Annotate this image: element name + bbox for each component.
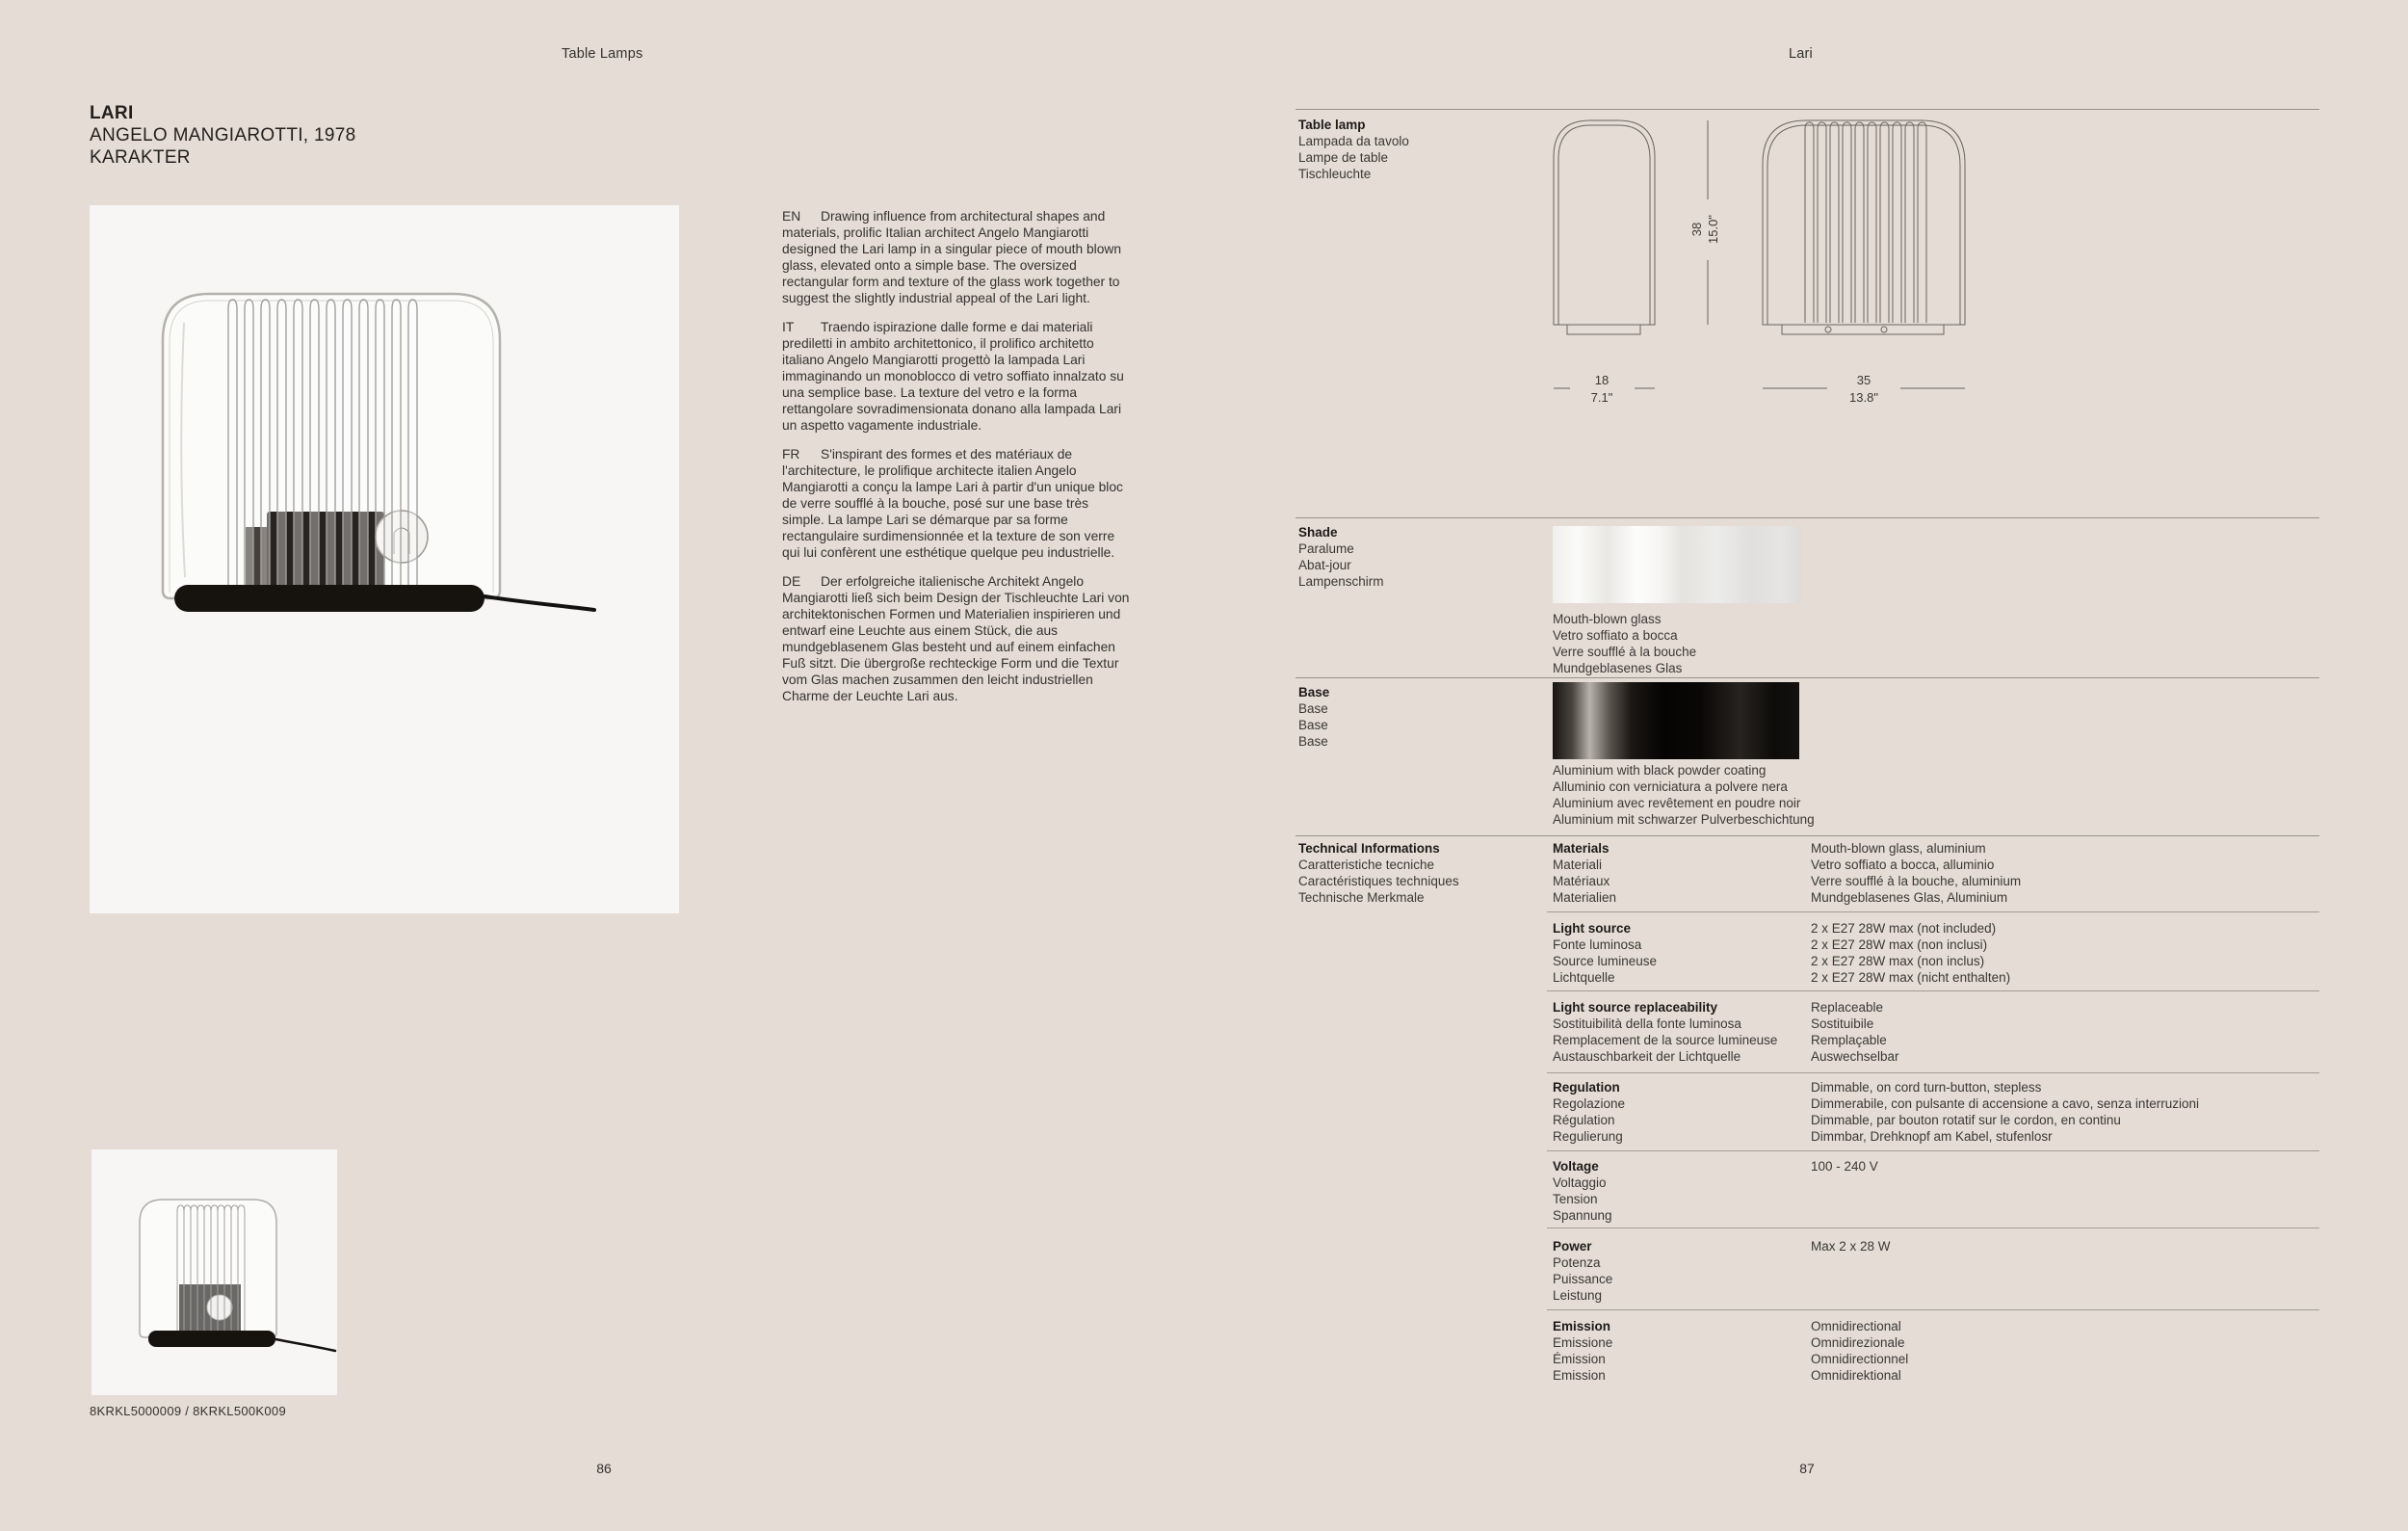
product-photo-thumb: [92, 1149, 337, 1395]
rule-row-2: [1547, 990, 2319, 991]
page-number-right: 87: [1799, 1461, 1815, 1476]
base-labels: Base Base Base Base: [1298, 685, 1330, 749]
base-material-swatch: [1553, 682, 1799, 759]
dim-side-width-cm: 18: [1594, 373, 1610, 387]
rule-row-4: [1547, 1150, 2319, 1151]
page-title: LARI: [90, 103, 134, 123]
left-page-header: Table Lamps: [562, 46, 643, 62]
product-photo-main: [90, 205, 679, 913]
shade-material-swatch: [1553, 526, 1801, 603]
description-it: IT Traendo ispirazione dalle forme e dai materiali prediletti in ambito architettonico, il prolifico architetto italiano Angelo Mangiarotti progettò la lampada Lari immaginando un monoblocco di vetro soffiato innalzato su una semplice base. La texture del vetro e la forma rettangolare sovradimensionata donano alla lampada Lari un aspetto vagamente industriale.: [782, 320, 1124, 433]
dim-height-in: 15.0": [1706, 215, 1720, 244]
page-number-left: 86: [596, 1461, 612, 1476]
rule-technical: [1296, 835, 2319, 836]
description-column: [782, 208, 1131, 717]
designer-line: ANGELO MANGIAROTTI, 1978: [90, 125, 356, 145]
rule-row-3: [1547, 1072, 2319, 1073]
rule-base: [1296, 677, 2319, 678]
shade-values: Mouth-blown glass Vetro soffiato a bocca Verre soufflé à la bouche Mundgeblasenes Glas: [1553, 612, 1697, 675]
brand-line: KARAKTER: [90, 147, 191, 168]
dim-side-width-in: 7.1": [1590, 390, 1613, 405]
base-values: Aluminium with black powder coating Alluminio con verniciatura a polvere nera Aluminium avec revêtement en poudre noir Aluminium mit schwarzer Pulverbeschichtung: [1553, 763, 1815, 827]
dim-front-width-cm: 35: [1856, 373, 1871, 387]
rule-row-6: [1547, 1309, 2319, 1310]
description-en: EN Drawing influence from architectural shapes and materials, prolific Italian architect Angelo Mangiarotti designed the Lari lamp in a singular piece of mouth blown glass, elevated onto a simple base. The oversized rectangular form and texture of the glass work together to suggest the slightly industrial appeal of the Lari light.: [782, 209, 1122, 305]
product-type-labels: Table lamp Lampada da tavolo Lampe de table Tischleuchte: [1298, 118, 1409, 181]
right-page-header: Lari: [1789, 46, 1813, 62]
lang-code-it: IT: [782, 320, 795, 334]
technical-section-labels: Technical Informations Caratteristiche tecniche Caractéristiques techniques Technische Merkmale: [1298, 841, 1459, 905]
lamp-illustration-thumb: [135, 1192, 339, 1365]
rule-shade: [1296, 517, 2319, 518]
description-de: DE Der erfolgreiche italienische Architekt Angelo Mangiarotti ließ sich beim Design der Tischleuchte Lari von architektonischen Formen und Materialien inspirieren und entwarf eine Leuchte aus einem Stück, die aus mundgeblasenem Glas besteht und auf einem einfachen Fuß sitzt. Die übergroße rechteckige Form und die Textur vom Glas machen zusammen den leicht industriellen Charme der Leuchte Lari aus.: [782, 574, 1130, 703]
lamp-illustration-main: [153, 280, 606, 623]
lang-code-fr: FR: [782, 447, 800, 462]
rule-row-1: [1547, 911, 2319, 912]
rule-product-type: [1296, 109, 2319, 110]
dim-front-width-in: 13.8": [1849, 390, 1878, 405]
lang-code-de: DE: [782, 574, 801, 589]
description-fr: FR S'inspirant des formes et des matériaux de l'architecture, le prolifique architecte italien Angelo Mangiarotti a conçu la lampe Lari à partir d'un unique bloc de verre soufflé à la bouche, posé sur une base très simple. La lampe Lari se démarque par sa forme rectangulaire surdimensionnée et la texture de son verre qui lui confèrent une esthétique quelque peu industrielle.: [782, 447, 1123, 560]
catalog-spread: Table Lamps LARI ANGELO MANGIAROTTI, 1978 KARAKTER EN Drawing influence from architectural shapes and materials, prolific Italian architect Angelo Mangiarotti designed the Lari lamp in a singular piece of mouth blown glass, elevated onto a simple base. The oversized rectangular form and texture of the glass work together to suggest the slightly industrial appeal of the Lari light. IT Traendo ispirazione dalle forme e dai materiali prediletti in ambito architettonico, il prolifico architetto italiano Angelo Mangiarotti progettò la lampada Lari immaginando un monoblocco di vetro soffiato innalzato su una semplice base. La texture del vetro e la forma rettangolare sovradimensionata donano alla lampada Lari un aspetto vagamente industriale. FR S'inspirant des formes et des matériaux de l'architecture, le prolifique architecte italien Angelo Mangiarotti a conçu la lampe Lari à partir d'un unique bloc de verre soufflé à la bouche, posé sur une base très simple. La lampe Lari se démarque par sa forme rectangulaire surdimensionnée et la texture de son verre qui lui confèrent une esthétique quelque peu industrielle. DE Der erfolgreiche italienische Architekt Angelo Mangiarotti ließ sich beim Design der Tischleuchte Lari von architektonischen Formen und Materialien inspirieren und entwarf eine Leuchte aus einem Stück, die aus mundgeblasenem Glas besteht und auf einem einfachen Fuß sitzt. Die übergroße rechteckige Form und die Textur vom Glas machen zusammen den leicht industriellen Charme der Leuchte Lari aus. 8KRKL5000009 / 8KRKL500K009 86 Lari Table lamp Lampada da tavolo Lampe de table Tischleuchte 38 15.0" 18 7.1" 35 13.8" Shade Paralume Abat-jour Lampenschirm Mouth-blown glass Vetro soffiato a bocca Verre soufflé à la bouche Mundgeblasenes Glas Base Base Base Base Aluminium with black powder coating Alluminio con verniciatura a polvere nera Aluminium avec revêtement en poudre noir Aluminium mit schwarzer Pulverbeschichtung Technical Informations Caratteristiche tecniche Caractéristiques techniques Technische Merkmale Materials Materiali Matériaux Materialien Mouth-blown glass, aluminium Vetro soffiato a bocca, alluminio Verre soufflé à la bouche, aluminium Mundgeblasenes Glas, Aluminium Light source Fonte luminosa Source lumineuse Lichtquelle 2 x E27 28W max (not included) 2 x E27 28W max (non inclusi) 2 x E27 28W max (non inclus) 2 x E27 28W max (nicht enthalten) Light source replaceability Sostituibilità della fonte luminosa Remplacement de la source lumineuse Austauschbarkeit der Lichtquelle Replaceable Sostituibile Remplaçable Auswechselbar Regulation Regolazione Régulation Regulierung Dimmable, on cord turn-button, stepless Dimmerabile, con pulsante di accensione a cavo, senza interruzioni Dimmable, par bouton rotatif sur le cordon, en continu Dimmbar, Drehknopf am Kabel, stufenlosr Voltage Voltaggio Tension Spannung 100 - 240 V Power Potenza Puissance Leistung Max 2 x 28 W Emission Emissione Émission Emission Omnidirectional Omnidirezionale Omnidirectionnel Omnidirektional 87: [0, 0, 2408, 1531]
shade-labels: Shade Paralume Abat-jour Lampenschirm: [1298, 525, 1384, 589]
rule-row-5: [1547, 1227, 2319, 1228]
technical-drawing: [1531, 114, 1984, 412]
product-title-block: [90, 102, 355, 169]
dim-height-cm: 38: [1689, 222, 1704, 237]
sku-code: 8KRKL5000009 / 8KRKL500K009: [90, 1404, 286, 1418]
lang-code-en: EN: [782, 209, 801, 224]
